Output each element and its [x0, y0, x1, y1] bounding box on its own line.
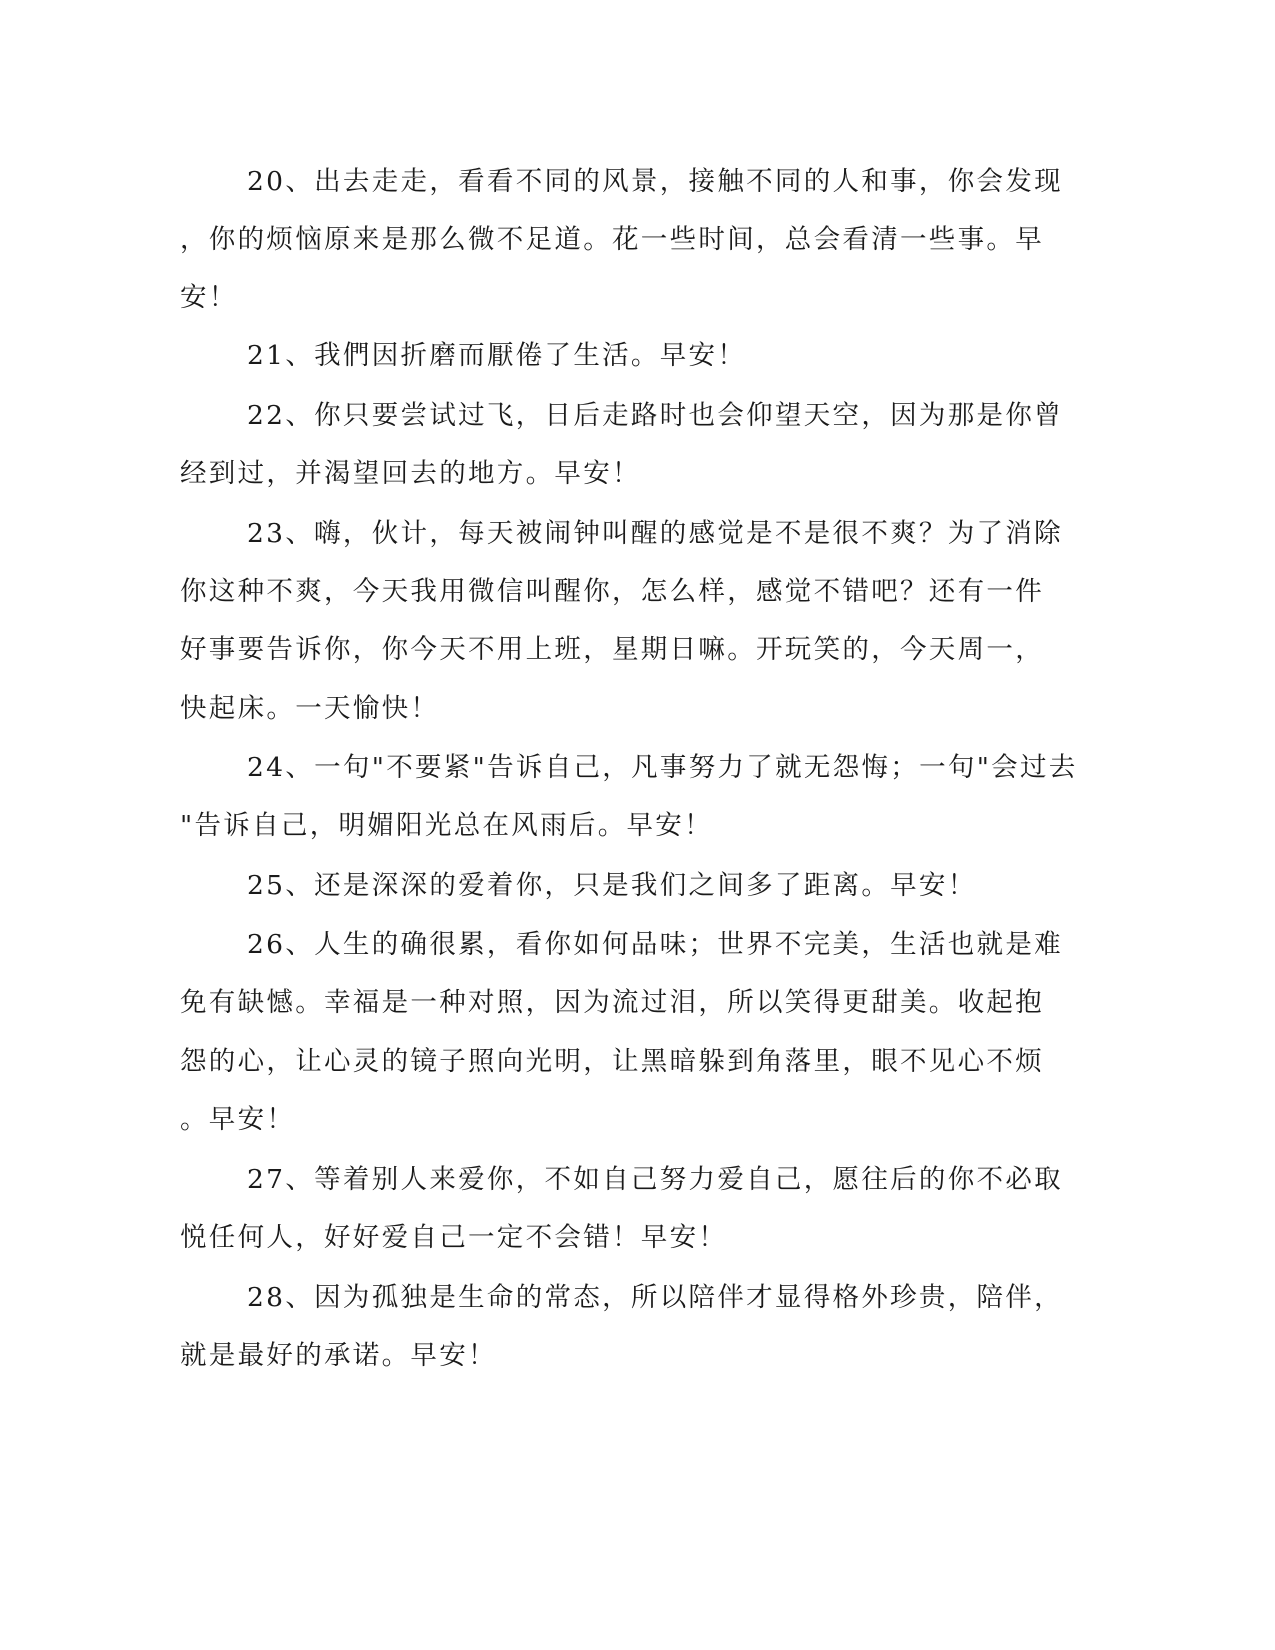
paragraph-22-line-1: 22、你只要尝试过飞，日后走路时也会仰望天空，因为那是你曾	[247, 400, 1063, 431]
paragraph-20-line-3: 安！	[180, 282, 238, 313]
paragraph-20-line-1: 20、出去走走，看看不同的风景，接触不同的人和事，你会发现	[247, 166, 1063, 197]
paragraph-28-line-2: 就是最好的承诺。早安！	[180, 1340, 497, 1371]
paragraph-26-line-1: 26、人生的确很累，看你如何品味；世界不完美，生活也就是难	[247, 929, 1063, 960]
paragraph-25-line-1: 25、还是深深的爱着你，只是我们之间多了距离。早安！	[247, 870, 977, 901]
paragraph-20-line-2: ，你的烦恼原来是那么微不足道。花一些时间，总会看清一些事。早	[180, 224, 1044, 255]
paragraph-23-line-1: 23、嗨，伙计，每天被闹钟叫醒的感觉是不是很不爽？为了消除	[247, 518, 1063, 549]
paragraph-24-line-2: "告诉自己，明媚阳光总在风雨后。早安！	[180, 810, 713, 841]
paragraph-23-line-2: 你这种不爽，今天我用微信叫醒你，怎么样，感觉不错吧？还有一件	[180, 576, 1044, 607]
paragraph-27-line-1: 27、等着别人来爱你，不如自己努力爱自己，愿往后的你不必取	[247, 1164, 1063, 1195]
paragraph-22-line-2: 经到过，并渴望回去的地方。早安！	[180, 458, 641, 489]
paragraph-24-line-1: 24、一句"不要紧"告诉自己，凡事努力了就无怨悔；一句"会过去	[247, 752, 1078, 783]
paragraph-21-line-1: 21、我們因折磨而厭倦了生活。早安！	[247, 340, 747, 371]
paragraph-23-line-3: 好事要告诉你，你今天不用上班，星期日嘛。开玩笑的，今天周一，	[180, 634, 1044, 665]
paragraph-28-line-1: 28、因为孤独是生命的常态，所以陪伴才显得格外珍贵，陪伴，	[247, 1282, 1063, 1313]
paragraph-26-line-2: 免有缺憾。幸福是一种对照，因为流过泪，所以笑得更甜美。收起抱	[180, 987, 1044, 1018]
paragraph-26-line-4: 。早安！	[180, 1104, 296, 1135]
paragraph-27-line-2: 悦任何人，好好爱自己一定不会错！早安！	[180, 1222, 728, 1253]
paragraph-23-line-4: 快起床。一天愉快！	[180, 693, 440, 724]
paragraph-26-line-3: 怨的心，让心灵的镜子照向光明，让黑暗躲到角落里，眼不见心不烦	[180, 1046, 1044, 1077]
